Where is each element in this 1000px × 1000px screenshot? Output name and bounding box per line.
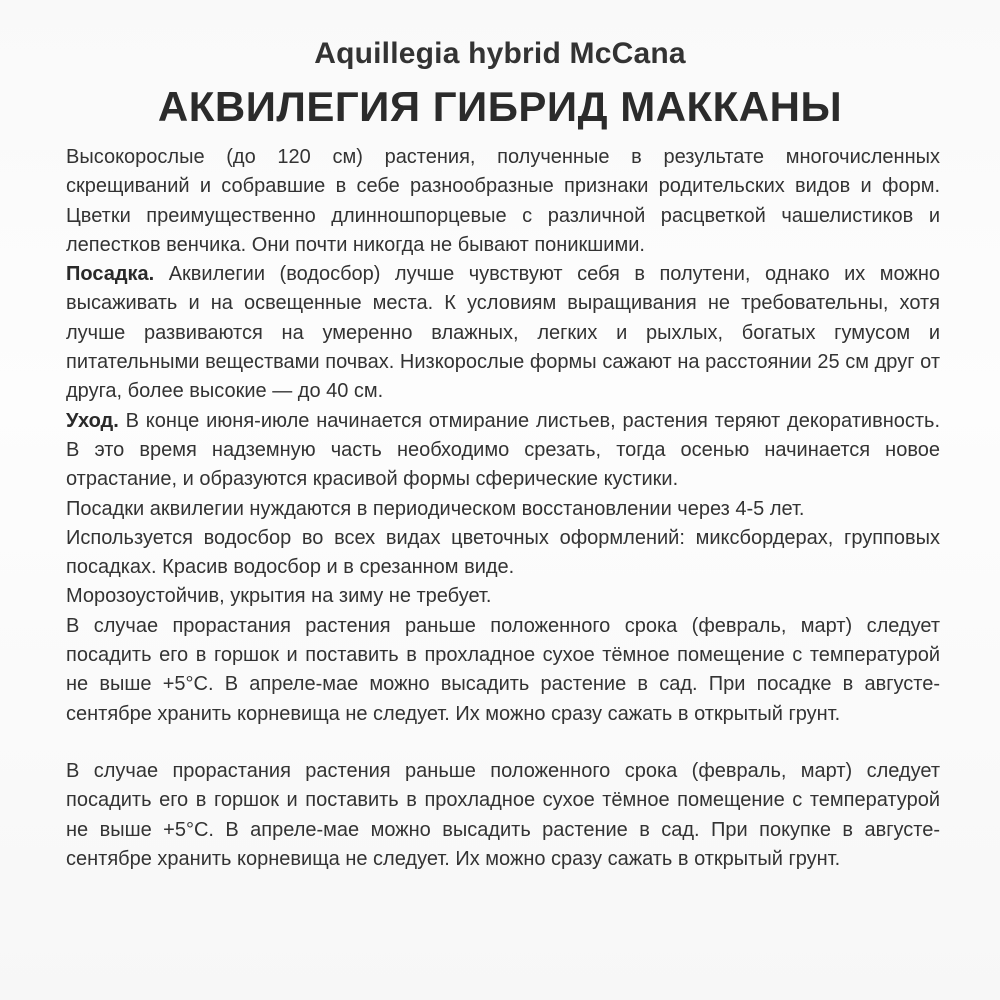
latin-title: Aquillegia hybrid McCana bbox=[314, 37, 686, 70]
care-paragraph bbox=[66, 407, 940, 495]
sprouting-paragraph-1: В случае прорастания растения раньше положенного срока (февраль, март) следует посадить его в горшок и поставить в прохладное сухое тёмное помещение с температурой не выше +5°С. В апреле-мае можно высадить растение в сад. При посадке в августе-сентябре хранить корневища не следует. Их можно сразу сажать в открытый грунт. bbox=[66, 614, 940, 725]
planting-text: Аквилегии (водосбор) лучше чувствуют себя в полутени, однако их можно высаживать и на освещенные места. К условиям выращивания не требовательны, хотя лучше развиваются на умеренно влажных, легких и рыхлых, богатых гумусом и питательными веществами почвах. Низкорослые формы сажают на расстоянии 25 см друг от друга, более высокие — до 40 см. bbox=[66, 263, 940, 403]
usage-paragraph: Используется водосбор во всех видах цветочных оформлений: миксбордерах, групповых посадках. Красив водосбор и в срезанном виде. bbox=[66, 526, 940, 579]
description-body bbox=[66, 143, 940, 874]
sprouting-paragraph-2: В случае прорастания растения раньше положенного срока (февраль, март) следует посадить его в горшок и поставить в прохладное сухое тёмное помещение с температурой не выше +5°С. В апреле-мае можно высадить растение в сад. При покупке в августе-сентябре хранить корневища не следует. Их можно сразу сажать в открытый грунт. bbox=[66, 759, 940, 870]
planting-paragraph bbox=[66, 260, 940, 406]
renewal-paragraph: Посадки аквилегии нуждаются в периодическом восстановлении через 4-5 лет. bbox=[66, 497, 805, 520]
care-text: В конце июня-июле начинается отмирание листьев, растения теряют декоративность. В это время надземную часть необходимо срезать, тогда осенью начинается новое отрастание, и образуются красивой формы сферические кустики. bbox=[66, 409, 940, 491]
russian-title: АКВИЛЕГИЯ ГИБРИД МАККАНЫ bbox=[157, 83, 843, 130]
intro-paragraph: Высокорослые (до 120 см) растения, полученные в результате многочисленных скрещиваний и собравшие в себе разнообразные признаки родительских видов и форм. Цветки преимущественно длинношпорцевые с различной расцветкой чашелистиков и лепестков венчика. Они почти никогда не бывают поникшими. bbox=[66, 146, 940, 256]
frost-paragraph: Морозоустойчив, укрытия на зиму не требует. bbox=[66, 585, 492, 608]
planting-label: Посадка. bbox=[66, 263, 155, 286]
care-label: Уход. bbox=[66, 409, 119, 432]
paragraph-gap bbox=[66, 729, 940, 757]
